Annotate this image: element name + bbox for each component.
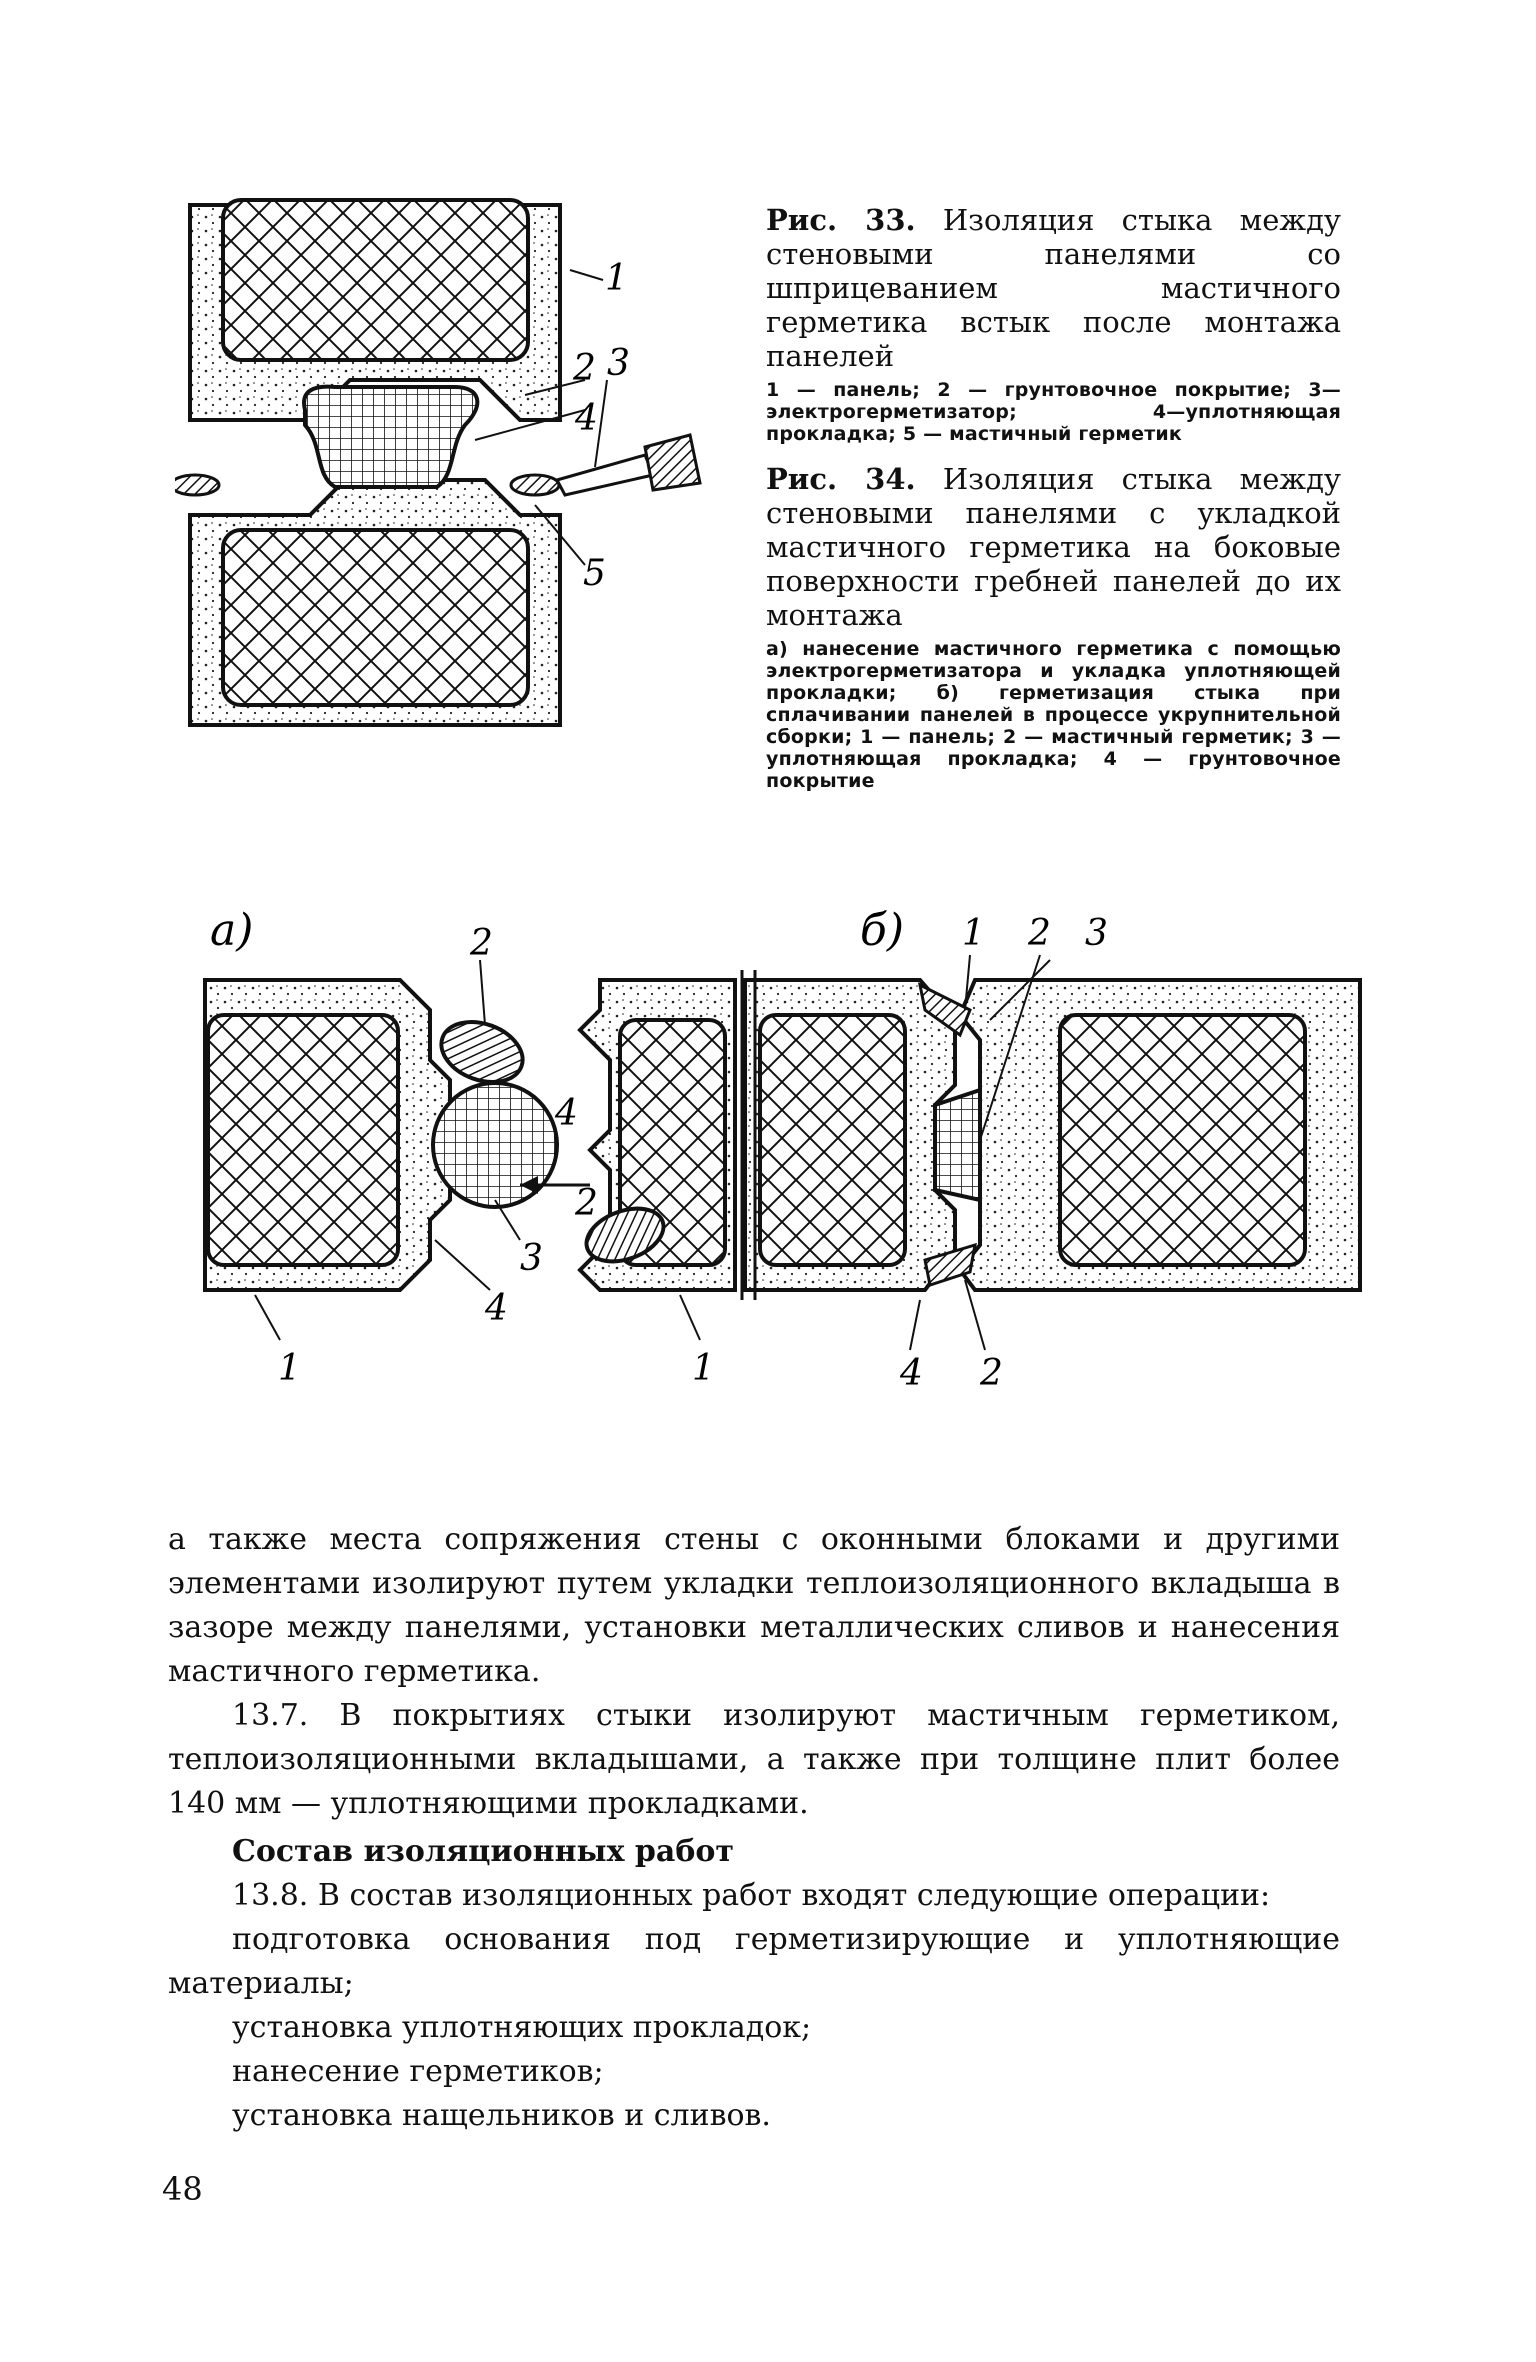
- fig34a-callout-1-b: 1: [692, 1348, 715, 1389]
- fig33-callout-3: 3: [607, 343, 630, 384]
- fig34b-callout-4: 4: [900, 1353, 923, 1394]
- fig34a-callout-3: 3: [520, 1238, 543, 1279]
- paragraph-13-7: 13.7. В покрытиях стыки изолируют мастичным герметиком, теплоизоляционными вкладышами, а также при толщине плит более 140 мм — уплотняющими прокладками.: [168, 1698, 1340, 1821]
- fig33-callout-4: 4: [575, 398, 598, 439]
- section-heading: Состав изоляционных работ: [232, 1834, 734, 1869]
- fig34b-callout-3: 3: [1085, 913, 1108, 954]
- fig34a-callout-2-top: 2: [470, 923, 493, 964]
- list-item-gaskets: установка уплотняющих прокладок;: [232, 2010, 812, 2045]
- body-text: [168, 1518, 1340, 2138]
- fig34a-callout-1: 1: [278, 1348, 301, 1389]
- fig33-title: Изоляция стыка между стеновыми панелями со шприцеванием мастичного герметика встык после монтажа панелей: [766, 203, 1341, 373]
- fig34b-callout-2: 2: [1028, 913, 1051, 954]
- fig34a-callout-4-mid: 4: [555, 1093, 578, 1134]
- caption-fig34: [766, 462, 1341, 792]
- fig34-number: Рис. 34.: [766, 462, 916, 496]
- fig33-callout-1: 1: [605, 258, 628, 299]
- caption-fig33: [766, 203, 1341, 445]
- fig34-panel-a-label: а): [210, 905, 254, 956]
- figure-34-drawing: [180, 900, 1390, 1480]
- fig33-number: Рис. 33.: [766, 203, 916, 237]
- paragraph-operations-1: подготовка основания под герметизирующие и уплотняющие материалы;: [168, 1922, 1340, 2001]
- fig33-callout-2: 2: [573, 348, 596, 389]
- fig34b-callout-2-low: 2: [980, 1353, 1003, 1394]
- figure-33-drawing: [175, 185, 735, 740]
- fig34b-callout-1: 1: [962, 913, 985, 954]
- list-item-sealants: нанесение герметиков;: [232, 2054, 604, 2089]
- paragraph-13-8: 13.8. В состав изоляционных работ входят следующие операции:: [232, 1878, 1271, 1913]
- fig34a-callout-2-low: 2: [575, 1183, 598, 1224]
- paragraph-continuation: а также места сопряжения стены с оконными блоками и другими элементами изолируют путем укладки теплоизоляционного вкладыша в зазоре между панелями, установки металлических сливов и нанесения мастичного герметика.: [168, 1522, 1340, 1689]
- list-item-flashings: установка нащельников и сливов.: [232, 2098, 771, 2133]
- fig34a-callout-4: 4: [485, 1288, 508, 1329]
- fig34-panel-b-label: б): [860, 905, 905, 956]
- fig34-title: Изоляция стыка между стеновыми панелями с укладкой мастичного герметика на боковые поверхности гребней панелей до их монтажа: [766, 462, 1341, 632]
- page-number: 48: [162, 2170, 203, 2208]
- fig33-callout-5: 5: [583, 553, 606, 594]
- fig34-legend: а) нанесение мастичного герметика с помощью электрогерметизатора и укладка уплотняющей прокладки; б) герметизация стыка при сплачивании панелей в процессе укрупнительной сборки; 1 — панель; 2 — мастичный герметик; 3 — уплотняющая прокладка; 4 — грунтовочное покрытие: [766, 638, 1341, 792]
- fig33-legend: 1 — панель; 2 — грунтовочное покрытие; 3—электрогерметизатор; 4—уплотняющая прокладка; 5 — мастичный герметик: [766, 379, 1341, 445]
